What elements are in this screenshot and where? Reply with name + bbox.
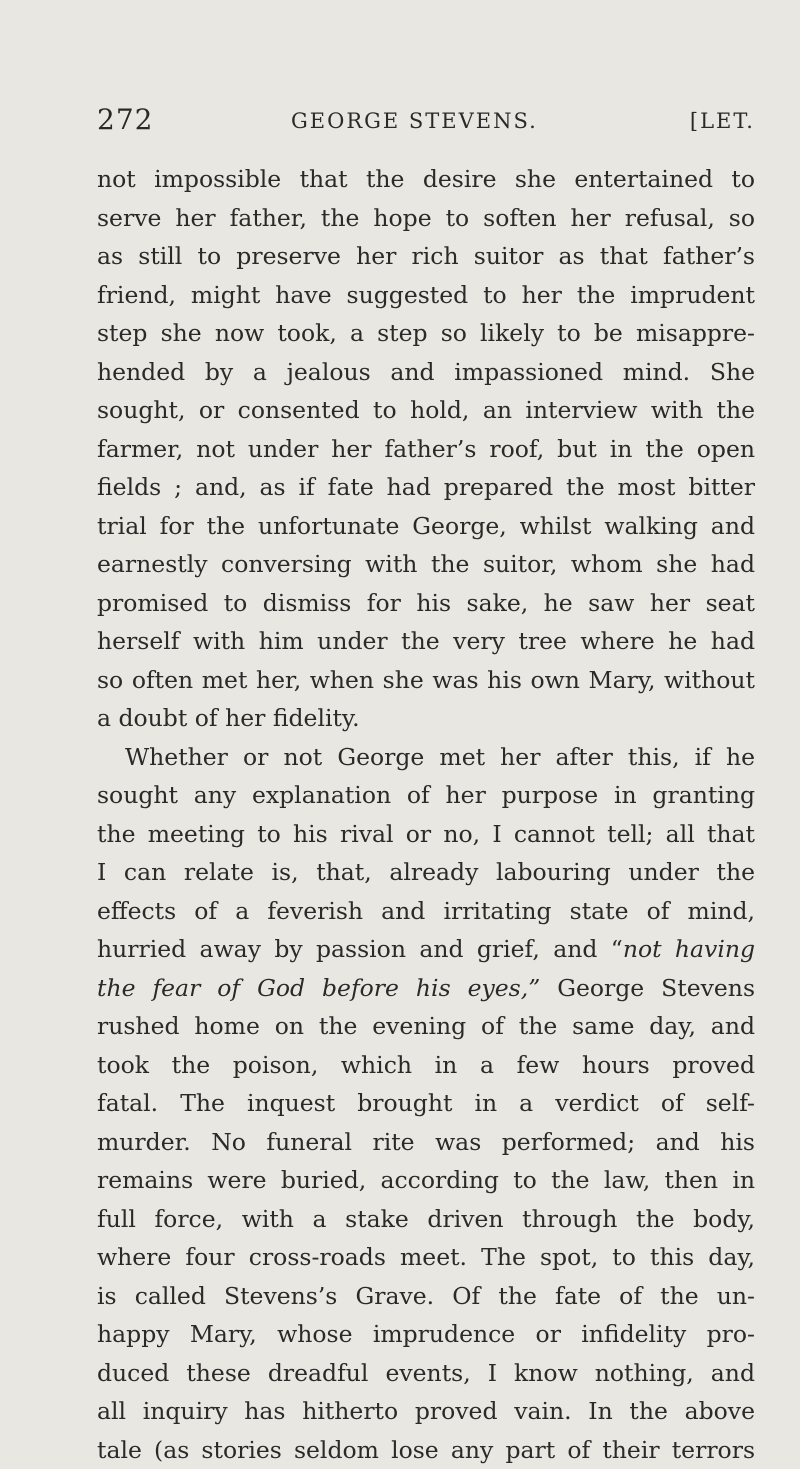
- text-line: so often met her, when she was his own Mary, without: [97, 661, 755, 700]
- text-line: remains were buried, according to the law, then in: [97, 1161, 755, 1200]
- text-line: hended by a jealous and impassioned mind. She: [97, 353, 755, 392]
- text-line: I can relate is, that, already labouring under the: [97, 853, 755, 892]
- text-line: a doubt of her fidelity.: [97, 699, 755, 738]
- text-line: herself with him under the very tree where he had: [97, 622, 755, 661]
- text-line: duced these dreadful events, I know nothing, and: [97, 1354, 755, 1393]
- text-line: not impossible that the desire she entertained to: [97, 160, 755, 199]
- text-line: happy Mary, whose imprudence or infidelity pro-: [97, 1315, 755, 1354]
- italic-segment: not having: [623, 935, 755, 963]
- text-line: sought, or consented to hold, an interview with the: [97, 391, 755, 430]
- text-line: earnestly conversing with the suitor, whom she had: [97, 545, 755, 584]
- text-line: fatal. The inquest brought in a verdict of self-: [97, 1084, 755, 1123]
- text-line: all inquiry has hitherto proved vain. In the above: [97, 1392, 755, 1431]
- text-line: effects of a feverish and irritating state of mind,: [97, 892, 755, 931]
- italic-segment: the fear of God before his eyes,”: [97, 974, 540, 1002]
- page-number: 272: [97, 103, 153, 136]
- text-line: fields ; and, as if fate had prepared the most bitter: [97, 468, 755, 507]
- text-segment: George Stevens: [540, 974, 755, 1002]
- text-line: rushed home on the evening of the same day, and: [97, 1007, 755, 1046]
- text-line-paragraph-start: Whether or not George met her after this, if he: [97, 738, 755, 777]
- text-line: farmer, not under her father’s roof, but in the open: [97, 430, 755, 469]
- text-line: took the poison, which in a few hours proved: [97, 1046, 755, 1085]
- text-line: serve her father, the hope to soften her refusal, so: [97, 199, 755, 238]
- running-section: [LET.: [690, 109, 755, 133]
- text-line: trial for the unfortunate George, whilst walking and: [97, 507, 755, 546]
- text-line: the meeting to his rival or no, I cannot tell; all that: [97, 815, 755, 854]
- text-line: as still to preserve her rich suitor as that father’s: [97, 237, 755, 276]
- text-line-mixed: [97, 969, 755, 1008]
- running-title: GEORGE STEVENS.: [291, 109, 538, 133]
- body-text: [97, 160, 755, 1469]
- text-line: tale (as stories seldom lose any part of their terrors: [97, 1431, 755, 1469]
- running-head: [97, 103, 755, 139]
- text-line: sought any explanation of her purpose in granting: [97, 776, 755, 815]
- text-line: friend, might have suggested to her the imprudent: [97, 276, 755, 315]
- text-segment: hurried away by passion and grief, and “: [97, 935, 623, 963]
- text-line: step she now took, a step so likely to be misappre-: [97, 314, 755, 353]
- text-line-mixed: [97, 930, 755, 969]
- text-line: full force, with a stake driven through the body,: [97, 1200, 755, 1239]
- text-line: where four cross-roads meet. The spot, to this day,: [97, 1238, 755, 1277]
- text-line: murder. No funeral rite was performed; and his: [97, 1123, 755, 1162]
- text-line: promised to dismiss for his sake, he saw her seat: [97, 584, 755, 623]
- text-line: is called Stevens’s Grave. Of the fate of the un-: [97, 1277, 755, 1316]
